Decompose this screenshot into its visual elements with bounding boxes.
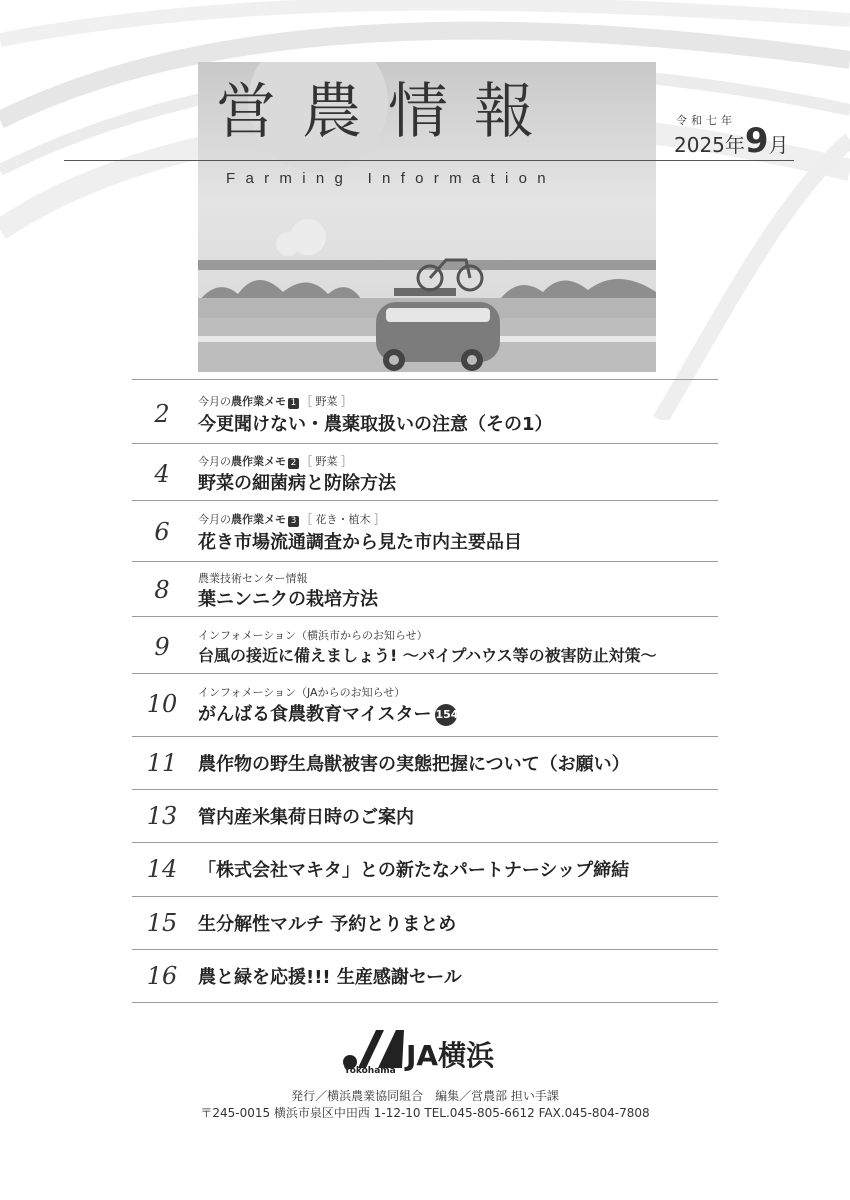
publisher-line: 発行／横浜農業協同組合 編集／営農部 担い手課: [291, 1089, 559, 1103]
toc-row[interactable]: [132, 673, 718, 736]
toc-category: インフォメーション（JAからのお知らせ）: [198, 686, 406, 699]
toc-title: 今更聞けない・農薬取扱いの注意（その1）: [198, 414, 553, 435]
toc-page-number: 8: [154, 576, 170, 604]
toc-page-number: 10: [146, 690, 178, 718]
toc-title: 管内産米集荷日時のご案内: [198, 807, 414, 828]
toc-row[interactable]: [132, 842, 718, 896]
toc-page-number: 2: [154, 400, 170, 428]
toc-category: 今月の農作業メモ 3 ［ 花き・植木 ］: [198, 513, 385, 526]
issue-date: [674, 121, 789, 161]
toc-row[interactable]: [132, 789, 718, 842]
toc-title: 葉ニンニクの栽培方法: [198, 589, 378, 610]
toc-page-number: 15: [146, 909, 178, 937]
magazine-title: 営農情報: [216, 77, 560, 147]
toc-row[interactable]: [132, 949, 718, 1003]
toc-row[interactable]: [132, 896, 718, 949]
table-of-contents: [132, 379, 718, 1003]
toc-row[interactable]: [132, 379, 718, 443]
toc-row[interactable]: [132, 736, 718, 789]
toc-title: 生分解性マルチ 予約とりまとめ: [198, 914, 457, 935]
toc-title: 野菜の細菌病と防除方法: [198, 473, 396, 494]
toc-page-number: 9: [154, 633, 170, 661]
ja-logo-subtext: Yokohama: [344, 1066, 396, 1076]
memo-number-badge: 2: [288, 458, 299, 469]
issue-year: 2025年: [674, 133, 745, 157]
toc-row[interactable]: [132, 443, 718, 500]
issue-month-number: 9: [744, 121, 769, 161]
toc-page-number: 14: [146, 855, 178, 883]
toc-page-number: 4: [154, 460, 170, 488]
toc-row[interactable]: [132, 561, 718, 616]
issue-month-unit: 月: [768, 133, 789, 157]
title-rule: [64, 160, 794, 161]
ja-logo-text: JA横浜: [406, 1039, 495, 1072]
memo-number-badge: 3: [288, 516, 299, 527]
toc-page-number: 16: [146, 962, 178, 990]
toc-category: インフォメーション（横浜市からのお知らせ）: [198, 629, 428, 642]
toc-title: 台風の接近に備えましょう! ～パイプハウス等の被害防止対策～: [198, 646, 657, 665]
series-number-badge: 154: [435, 704, 457, 726]
toc-title: 花き市場流通調査から見た市内主要品目: [198, 532, 522, 553]
toc-category: 今月の農作業メモ 1 ［ 野菜 ］: [198, 395, 352, 408]
toc-row[interactable]: [132, 616, 718, 673]
toc-title: 農作物の野生鳥獣被害の実態把握について（お願い）: [198, 754, 630, 775]
toc-page-number: 13: [146, 802, 178, 830]
toc-title: 「株式会社マキタ」との新たなパートナーシップ締結: [198, 860, 630, 881]
issue-era: 令和七年: [676, 114, 736, 127]
toc-title: 農と緑を応援!!! 生産感謝セール: [198, 967, 462, 988]
toc-page-number: 11: [146, 749, 178, 777]
toc-row[interactable]: [132, 500, 718, 561]
toc-category: 農業技術センター情報: [198, 572, 308, 585]
memo-number-badge: 1: [288, 398, 299, 409]
toc-page-number: 6: [154, 518, 170, 546]
magazine-subtitle: Farming Information: [226, 170, 556, 187]
toc-category: 今月の農作業メモ 2 ［ 野菜 ］: [198, 455, 352, 468]
address-line: 〒245-0015 横浜市泉区中田西 1-12-10 TEL.045-805-6612 FAX.045-804-7808: [200, 1106, 650, 1120]
toc-title: がんばる食農教育マイスター 154: [198, 704, 459, 725]
